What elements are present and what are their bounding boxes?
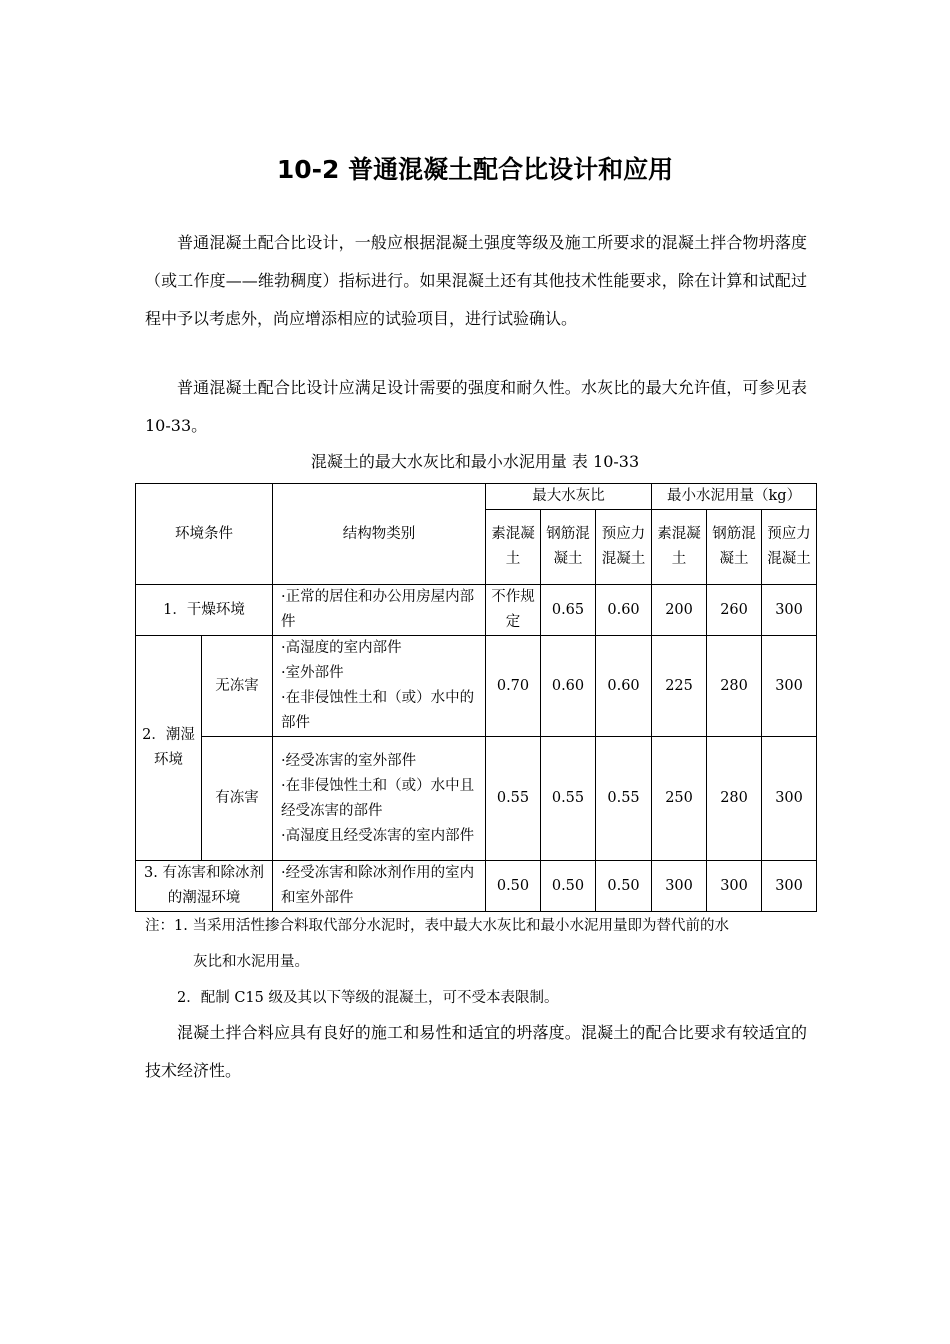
value-cell: 300 (762, 861, 817, 912)
value-cell: 不作规定 (486, 585, 541, 636)
page-title: 10-2 普通混凝土配合比设计和应用 (276, 155, 674, 184)
value-cell: 250 (652, 737, 707, 861)
value-cell: 0.55 (541, 737, 596, 861)
table-notes (145, 911, 815, 1013)
header-max-wc: 最大水灰比 (486, 484, 652, 510)
value-cell: 300 (707, 861, 762, 912)
sub-env-cell: 无冻害 (202, 636, 273, 737)
header-structure: 结构物类别 (273, 484, 486, 585)
structure-cell (273, 737, 486, 861)
table-header-row (136, 484, 817, 510)
value-cell: 260 (707, 585, 762, 636)
note-2: 2．配制 C15 级及其以下等级的混凝土，可不受本表限制。 (177, 990, 559, 1006)
sub-env-cell: 有冻害 (202, 737, 273, 861)
intro-paragraph: 普通混凝土配合比设计，一般应根据混凝土强度等级及施工所要求的混凝土拌合物坍落度（或工作度——维勃稠度）指标进行。如果混凝土还有其他技术性能要求，除在计算和试配过程中予以考虑外，尚应增添相应的试验项目，进行试验确认。 (145, 233, 807, 328)
value-cell: 300 (762, 737, 817, 861)
structure-item: ·正常的居住和办公用房屋内部件 (281, 589, 475, 630)
subheader-cell: 钢筋混凝土 (541, 510, 596, 585)
value-cell: 0.60 (596, 585, 652, 636)
env-cell: 3. 有冻害和除冰剂的潮湿环境 (136, 861, 273, 912)
structure-cell (273, 585, 486, 636)
structure-item: ·室外部件 (281, 665, 344, 681)
ratio-table (135, 483, 817, 912)
value-cell: 225 (652, 636, 707, 737)
header-min-cement: 最小水泥用量（kg） (652, 484, 817, 510)
value-cell: 0.70 (486, 636, 541, 737)
structure-cell (273, 861, 486, 912)
table-row (136, 861, 817, 912)
value-cell: 0.50 (596, 861, 652, 912)
subheader-cell: 预应力混凝土 (762, 510, 817, 585)
table-row (136, 585, 817, 636)
header-environment: 环境条件 (136, 484, 273, 585)
structure-item: ·经受冻害和除冰剂作用的室内和室外部件 (281, 865, 475, 906)
value-cell: 300 (762, 636, 817, 737)
table-row (136, 636, 817, 737)
value-cell: 0.50 (541, 861, 596, 912)
value-cell: 0.55 (596, 737, 652, 861)
note-1: 注：1. 当采用活性掺合料取代部分水泥时，表中最大水灰比和最小水泥用量即为替代前的水 (145, 918, 729, 934)
value-cell: 0.55 (486, 737, 541, 861)
structure-item: ·经受冻害的室外部件 (281, 752, 417, 769)
subheader-cell: 素混凝土 (486, 510, 541, 585)
value-cell: 200 (652, 585, 707, 636)
subheader-cell: 预应力混凝土 (596, 510, 652, 585)
value-cell: 0.60 (541, 636, 596, 737)
structure-item: ·高湿度的室内部件 (281, 640, 402, 656)
value-cell: 0.50 (486, 861, 541, 912)
value-cell: 280 (707, 737, 762, 861)
subheader-cell: 素混凝土 (652, 510, 707, 585)
env-cell: 2．潮湿环境 (136, 636, 202, 861)
note-1-continued: 灰比和水泥用量。 (193, 954, 309, 970)
closing-paragraph: 混凝土拌合料应具有良好的施工和易性和适宜的坍落度。混凝土的配合比要求有较适宜的技术经济性。 (145, 1023, 807, 1080)
table-caption: 混凝土的最大水灰比和最小水泥用量 表 10-33 (310, 452, 640, 471)
requirement-paragraph: 普通混凝土配合比设计应满足设计需要的强度和耐久性。水灰比的最大允许值，可参见表 10-33。 (145, 378, 807, 435)
table-row (136, 737, 817, 861)
env-cell: 1．干燥环境 (136, 585, 273, 636)
value-cell: 300 (762, 585, 817, 636)
value-cell: 280 (707, 636, 762, 737)
value-cell: 0.60 (596, 636, 652, 737)
subheader-cell: 钢筋混凝土 (707, 510, 762, 585)
value-cell: 300 (652, 861, 707, 912)
structure-item: ·在非侵蚀性土和（或）水中的部件 (281, 690, 475, 731)
structure-item: ·在非侵蚀性土和（或）水中且经受冻害的部件 (281, 777, 475, 819)
structure-cell (273, 636, 486, 737)
value-cell: 0.65 (541, 585, 596, 636)
structure-item: ·高湿度且经受冻害的室内部件 (281, 827, 475, 844)
